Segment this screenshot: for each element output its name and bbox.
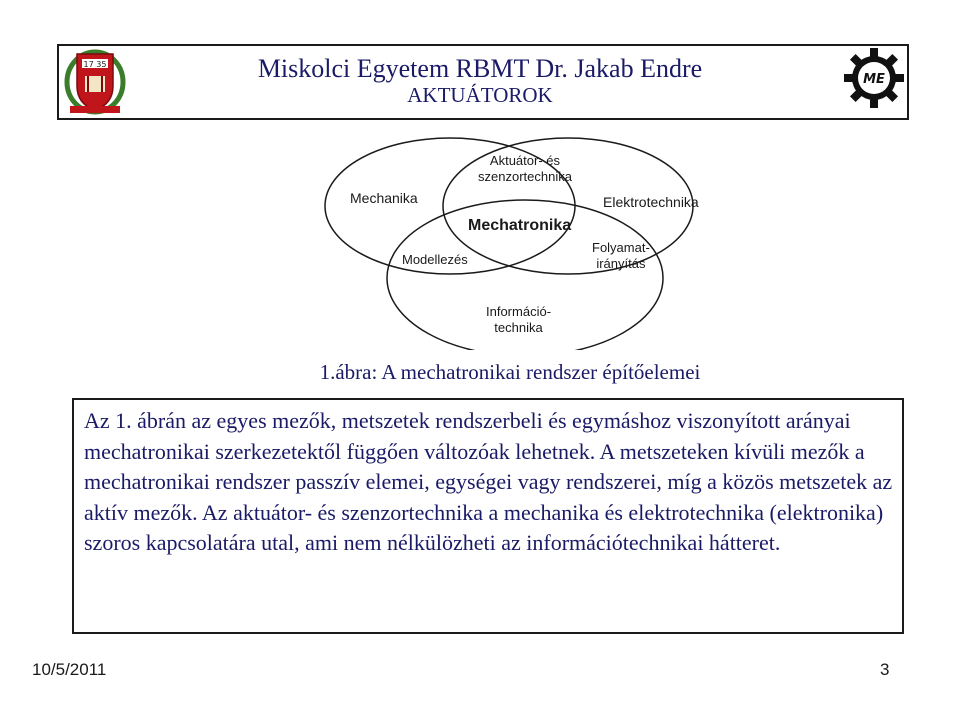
- label-modellezes: Modellezés: [402, 252, 468, 267]
- header-subtitle: AKTUÁTOROK: [407, 83, 553, 107]
- label-folyamatiranyitas: Folyamat- irányítás: [592, 240, 650, 271]
- label-aktuator-szenzortechnika: Aktuátor- és szenzortechnika: [478, 153, 572, 184]
- label-mechatronika: Mechatronika: [468, 217, 572, 234]
- gear-me-logo-icon: [842, 46, 906, 110]
- svg-text:ME: ME: [863, 72, 885, 87]
- label-elektrotechnika: Elektrotechnika: [603, 194, 699, 210]
- body-paragraph: Az 1. ábrán az egyes mezők, metszetek rendszerbeli és egymáshoz viszonyított arányai mechatronikai szerkezetektől függően változóak lehetnek. A metszeteken kívüli mezők a mechatronikai rendszer passzív elemei, egységei vagy rendszerei, míg a közös metszetek az aktív mezők. Az aktuátor- és szenzortechnika a mechanika és elektrotechnika (elektronika) szoros kapcsolatára utal, ami nem nélkülözheti az információtechnikai hátteret.: [84, 408, 893, 555]
- label-mechanika: Mechanika: [350, 190, 418, 206]
- label-informaciotechnika: Információ- technika: [486, 304, 552, 335]
- university-crest-icon: [64, 46, 126, 116]
- mechatronics-venn-diagram: [320, 130, 700, 350]
- footer-page-number: 3: [880, 660, 890, 679]
- footer-date: 10/5/2011: [32, 660, 107, 679]
- figure-caption: 1.ábra: A mechatronikai rendszer építőelemei: [319, 360, 701, 384]
- header-title: Miskolci Egyetem RBMT Dr. Jakab Endre: [257, 54, 703, 83]
- svg-text:17 35: 17 35: [83, 60, 107, 69]
